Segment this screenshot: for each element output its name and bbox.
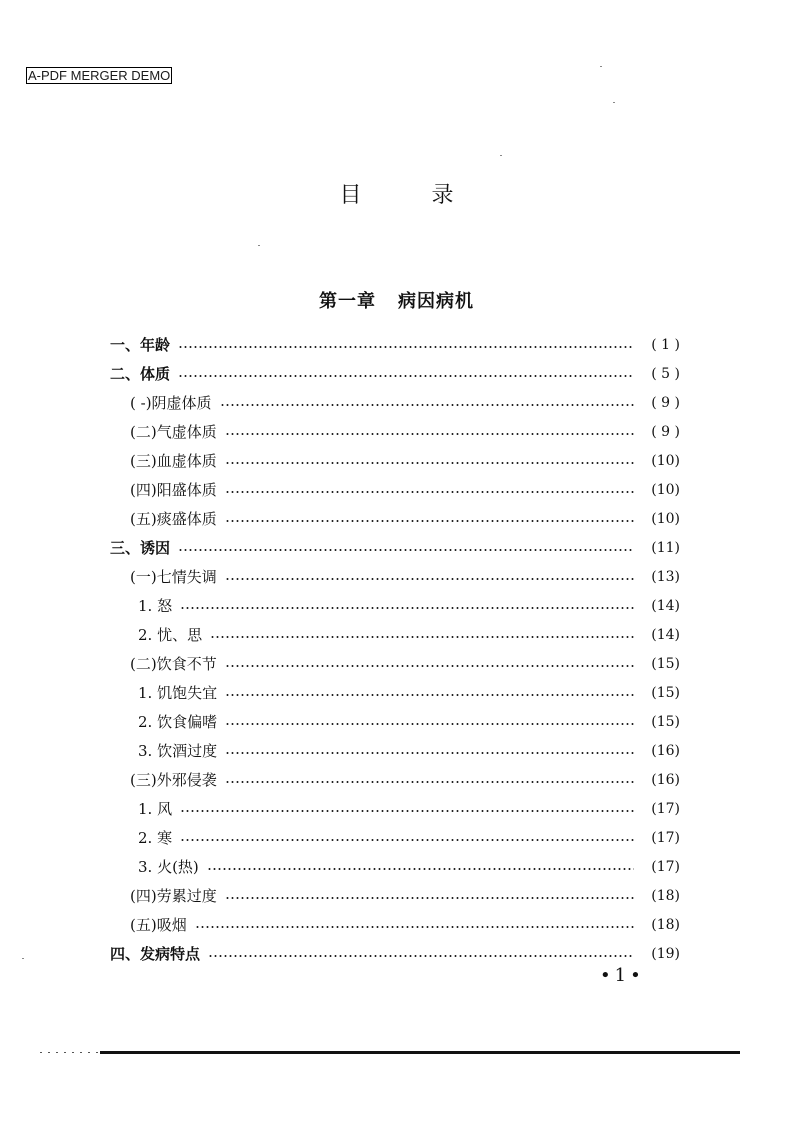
title-char-2: 录 xyxy=(431,183,454,208)
table-of-contents xyxy=(110,330,680,968)
toc-entry[interactable] xyxy=(110,475,680,504)
page-number: •1• xyxy=(600,965,645,986)
toc-entry-page: (10) xyxy=(651,452,680,469)
toc-entry-page: (18) xyxy=(651,887,680,904)
toc-entry-page: (10) xyxy=(651,510,680,527)
dot-leader xyxy=(225,694,634,696)
toc-entry-page: (17) xyxy=(651,800,680,817)
scan-edge-line xyxy=(40,1052,100,1053)
toc-entry-label: 四、发病特点 xyxy=(110,943,204,964)
toc-entry-label: (三)外邪侵袭 xyxy=(130,769,221,790)
dot-leader xyxy=(207,868,634,870)
toc-entry[interactable] xyxy=(110,794,680,823)
toc-entry[interactable] xyxy=(110,823,680,852)
dot-leader xyxy=(210,636,634,638)
toc-entry-label: (二)饮食不节 xyxy=(130,653,221,674)
dot-leader xyxy=(225,462,634,464)
toc-entry-page: (15) xyxy=(651,713,680,730)
toc-entry[interactable] xyxy=(110,765,680,794)
dot-leader xyxy=(180,810,634,812)
chapter-number: 第一章 xyxy=(319,291,376,312)
dot-leader xyxy=(178,549,634,551)
dot-leader xyxy=(208,955,634,957)
watermark-label: A-PDF MERGER DEMO xyxy=(28,68,171,83)
dot-leader xyxy=(225,665,634,667)
toc-entry[interactable] xyxy=(110,736,680,765)
scan-speck xyxy=(613,102,615,103)
dot-leader xyxy=(225,897,634,899)
toc-entry-label: 2. 忧、思 xyxy=(138,624,206,645)
scan-speck xyxy=(500,155,502,156)
toc-entry-page: (17) xyxy=(651,829,680,846)
toc-entry-page: (19) xyxy=(651,945,680,962)
toc-entry-page: ( 9 ) xyxy=(651,423,680,440)
toc-entry-label: (四)劳累过度 xyxy=(130,885,221,906)
dot-leader xyxy=(225,520,634,522)
dot-leader xyxy=(225,752,634,754)
dot-leader xyxy=(225,578,634,580)
toc-entry[interactable] xyxy=(110,504,680,533)
dot-leader xyxy=(225,491,634,493)
toc-entry-page: ( 5 ) xyxy=(651,365,680,382)
toc-entry[interactable] xyxy=(110,678,680,707)
toc-entry-label: 1. 饥饱失宜 xyxy=(138,682,221,703)
toc-entry-label: (一)七情失调 xyxy=(130,566,221,587)
toc-entry-page: (15) xyxy=(651,684,680,701)
dot-leader xyxy=(180,607,634,609)
toc-entry[interactable] xyxy=(110,939,680,968)
toc-entry-label: 一、年龄 xyxy=(110,334,174,355)
toc-entry-label: (五)痰盛体质 xyxy=(130,508,221,529)
toc-entry-label: (二)气虚体质 xyxy=(130,421,221,442)
dot-leader xyxy=(180,839,634,841)
dot-leader xyxy=(225,781,634,783)
toc-entry-label: 二、体质 xyxy=(110,363,174,384)
toc-entry-label: 3. 火(热) xyxy=(138,856,203,877)
scan-speck xyxy=(22,958,24,959)
dot-leader xyxy=(225,723,634,725)
toc-entry[interactable] xyxy=(110,359,680,388)
toc-entry-page: ( 9 ) xyxy=(651,394,680,411)
toc-entry[interactable] xyxy=(110,649,680,678)
toc-entry-page: (13) xyxy=(651,568,680,585)
toc-entry-page: (11) xyxy=(651,539,680,556)
toc-entry-label: 三、诱因 xyxy=(110,537,174,558)
toc-entry[interactable] xyxy=(110,881,680,910)
toc-entry[interactable] xyxy=(110,910,680,939)
scan-edge-line xyxy=(100,1051,740,1054)
chapter-title: 病因病机 xyxy=(398,291,474,312)
dot-leader xyxy=(220,404,634,406)
toc-entry-page: (16) xyxy=(651,771,680,788)
toc-entry-label: (三)血虚体质 xyxy=(130,450,221,471)
toc-entry-label: (四)阳盛体质 xyxy=(130,479,221,500)
toc-entry-label: 1. 风 xyxy=(138,798,176,819)
toc-entry-page: (15) xyxy=(651,655,680,672)
chapter-heading xyxy=(0,287,793,313)
page-title xyxy=(0,178,793,209)
toc-entry-page: (14) xyxy=(651,626,680,643)
toc-entry[interactable] xyxy=(110,620,680,649)
toc-entry-page: ( 1 ) xyxy=(651,336,680,353)
toc-entry[interactable] xyxy=(110,562,680,591)
toc-entry[interactable] xyxy=(110,852,680,881)
toc-entry[interactable] xyxy=(110,446,680,475)
toc-entry-label: 2. 饮食偏嗜 xyxy=(138,711,221,732)
scan-speck xyxy=(600,66,602,67)
toc-entry-page: (18) xyxy=(651,916,680,933)
dot-leader xyxy=(178,346,634,348)
toc-entry-label: 3. 饮酒过度 xyxy=(138,740,221,761)
toc-entry-page: (17) xyxy=(651,858,680,875)
dot-leader xyxy=(178,375,634,377)
toc-entry[interactable] xyxy=(110,330,680,359)
toc-entry[interactable] xyxy=(110,533,680,562)
toc-entry-page: (16) xyxy=(651,742,680,759)
toc-entry-page: (10) xyxy=(651,481,680,498)
toc-entry-label: ( -)阴虚体质 xyxy=(130,392,216,413)
toc-entry-label: 2. 寒 xyxy=(138,827,176,848)
toc-entry[interactable] xyxy=(110,707,680,736)
toc-entry-page: (14) xyxy=(651,597,680,614)
toc-entry-label: (五)吸烟 xyxy=(130,914,191,935)
toc-entry[interactable] xyxy=(110,417,680,446)
toc-entry[interactable] xyxy=(110,591,680,620)
toc-entry[interactable] xyxy=(110,388,680,417)
scan-speck xyxy=(258,245,260,246)
dot-leader xyxy=(225,433,634,435)
title-char-1: 目 xyxy=(339,183,362,208)
toc-entry-label: 1. 怒 xyxy=(138,595,176,616)
dot-leader xyxy=(195,926,634,928)
